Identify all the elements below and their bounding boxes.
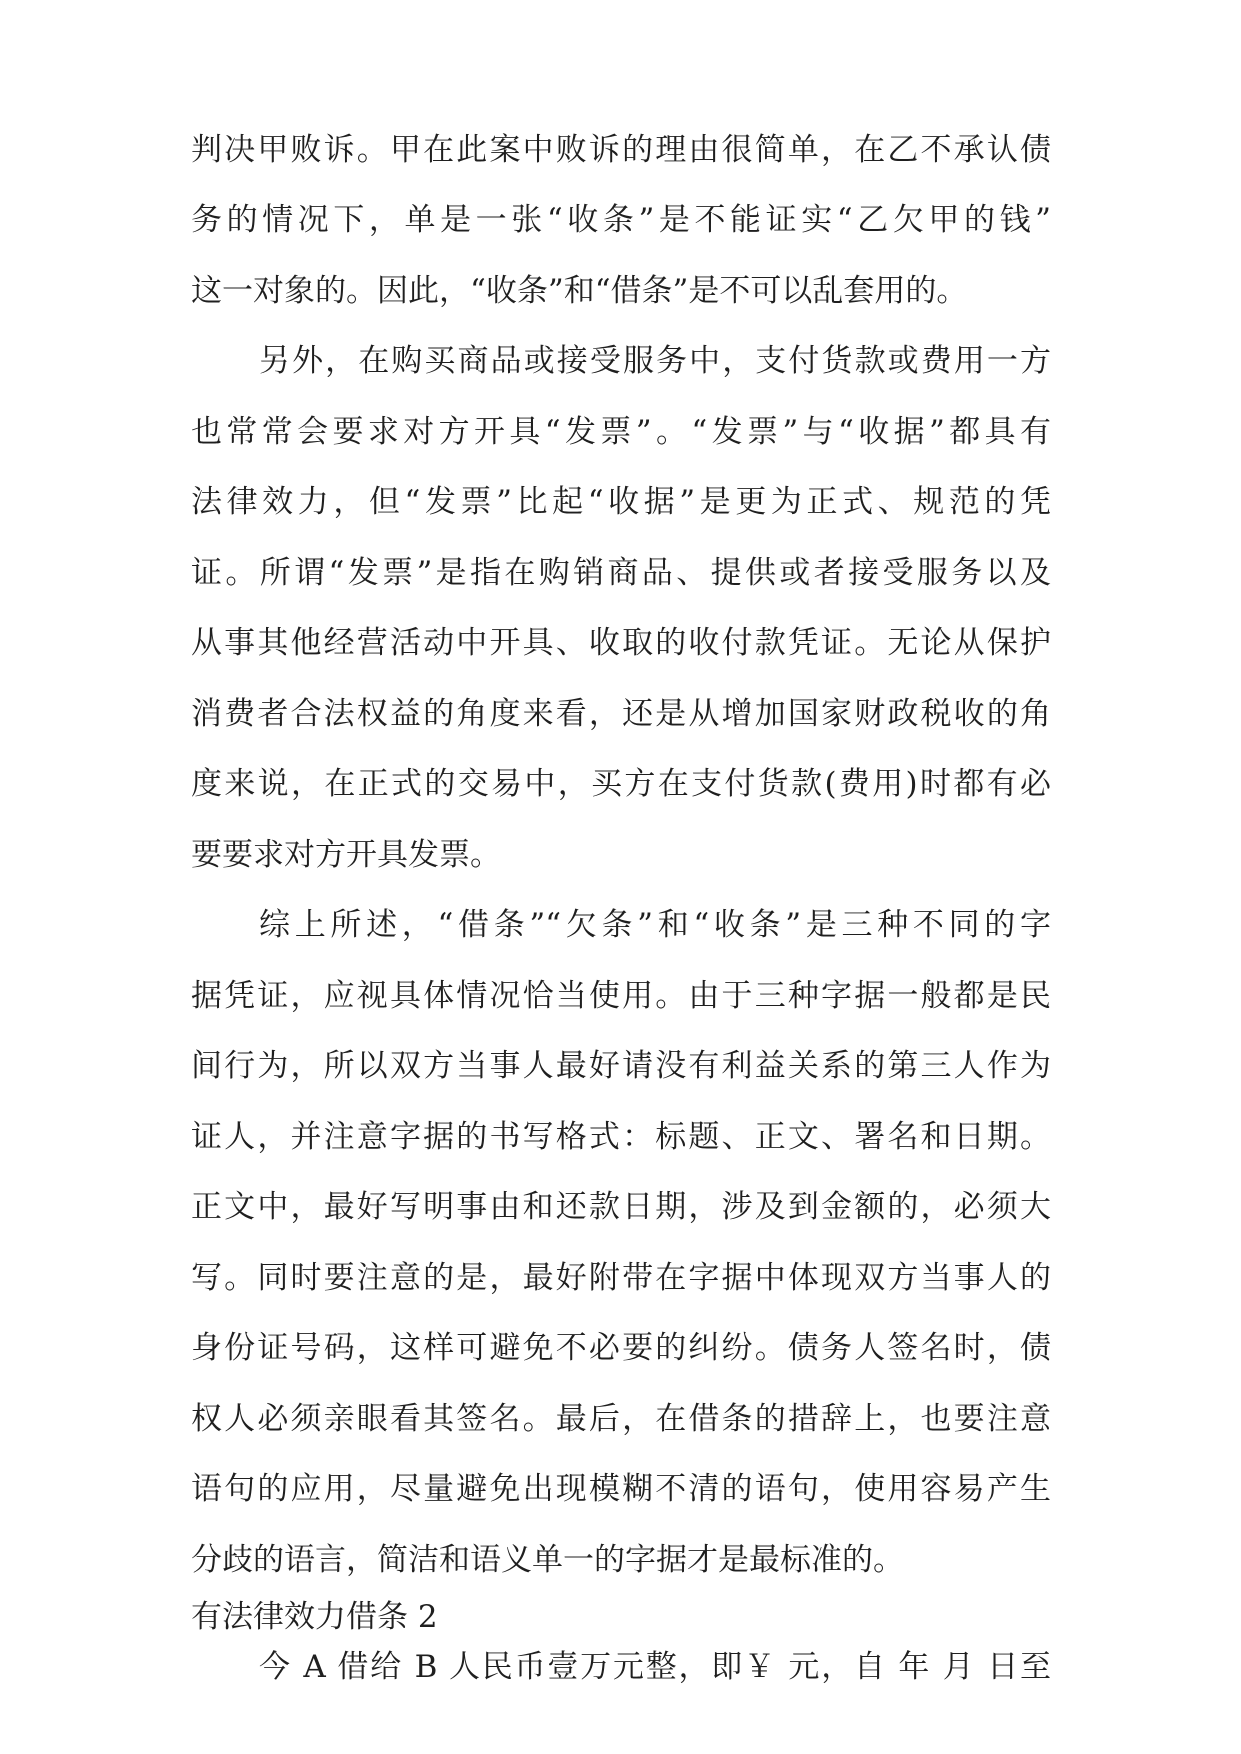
text-line: 证人，并注意字据的书写格式：标题、正文、署名和日期。 xyxy=(191,1119,1051,1155)
section-heading: 有法律效力借条 2 xyxy=(191,1599,438,1635)
text-line: 写。同时要注意的是，最好附带在字据中体现双方当事人的 xyxy=(191,1260,1051,1296)
text-line: 法律效力，但“发票”比起“收据”是更为正式、规范的凭 xyxy=(191,484,1051,520)
text-line: 从事其他经营活动中开具、收取的收付款凭证。无论从保护 xyxy=(191,625,1051,661)
text-line: 证。所谓“发票”是指在购销商品、提供或者接受服务以及 xyxy=(191,555,1051,591)
text-line: 分歧的语言，简洁和语义单一的字据才是最标准的。 xyxy=(191,1542,904,1578)
text-line: 综上所述，“借条”“欠条”和“收条”是三种不同的字 xyxy=(259,907,1051,943)
text-line: 另外，在购买商品或接受服务中，支付货款或费用一方 xyxy=(259,343,1051,379)
text-line: 消费者合法权益的角度来看，还是从增加国家财政税收的角 xyxy=(191,696,1051,732)
text-line: 务的情况下，单是一张“收条”是不能证实“乙欠甲的钱” xyxy=(191,202,1051,238)
text-line: 权人必须亲眼看其签名。最后，在借条的措辞上，也要注意 xyxy=(191,1401,1051,1437)
text-line: 今 A 借给 B 人民币壹万元整，即￥ 元，自 年 月 日至 xyxy=(259,1649,1051,1685)
text-line: 据凭证，应视具体情况恰当使用。由于三种字据一般都是民 xyxy=(191,978,1051,1014)
text-line: 要要求对方开具发票。 xyxy=(191,837,501,873)
text-line: 语句的应用，尽量避免出现模糊不清的语句，使用容易产生 xyxy=(191,1471,1051,1507)
text-line: 这一对象的。因此，“收条”和“借条”是不可以乱套用的。 xyxy=(191,273,968,309)
text-line: 也常常会要求对方开具“发票”。“发票”与“收据”都具有 xyxy=(191,414,1051,450)
text-line: 身份证号码，这样可避免不必要的纠纷。债务人签名时，债 xyxy=(191,1330,1051,1366)
text-line: 间行为，所以双方当事人最好请没有利益关系的第三人作为 xyxy=(191,1048,1051,1084)
text-line: 正文中，最好写明事由和还款日期，涉及到金额的，必须大 xyxy=(191,1189,1051,1225)
text-line: 度来说，在正式的交易中，买方在支付货款(费用)时都有必 xyxy=(191,766,1051,802)
text-line: 判决甲败诉。甲在此案中败诉的理由很简单，在乙不承认债 xyxy=(191,132,1051,168)
